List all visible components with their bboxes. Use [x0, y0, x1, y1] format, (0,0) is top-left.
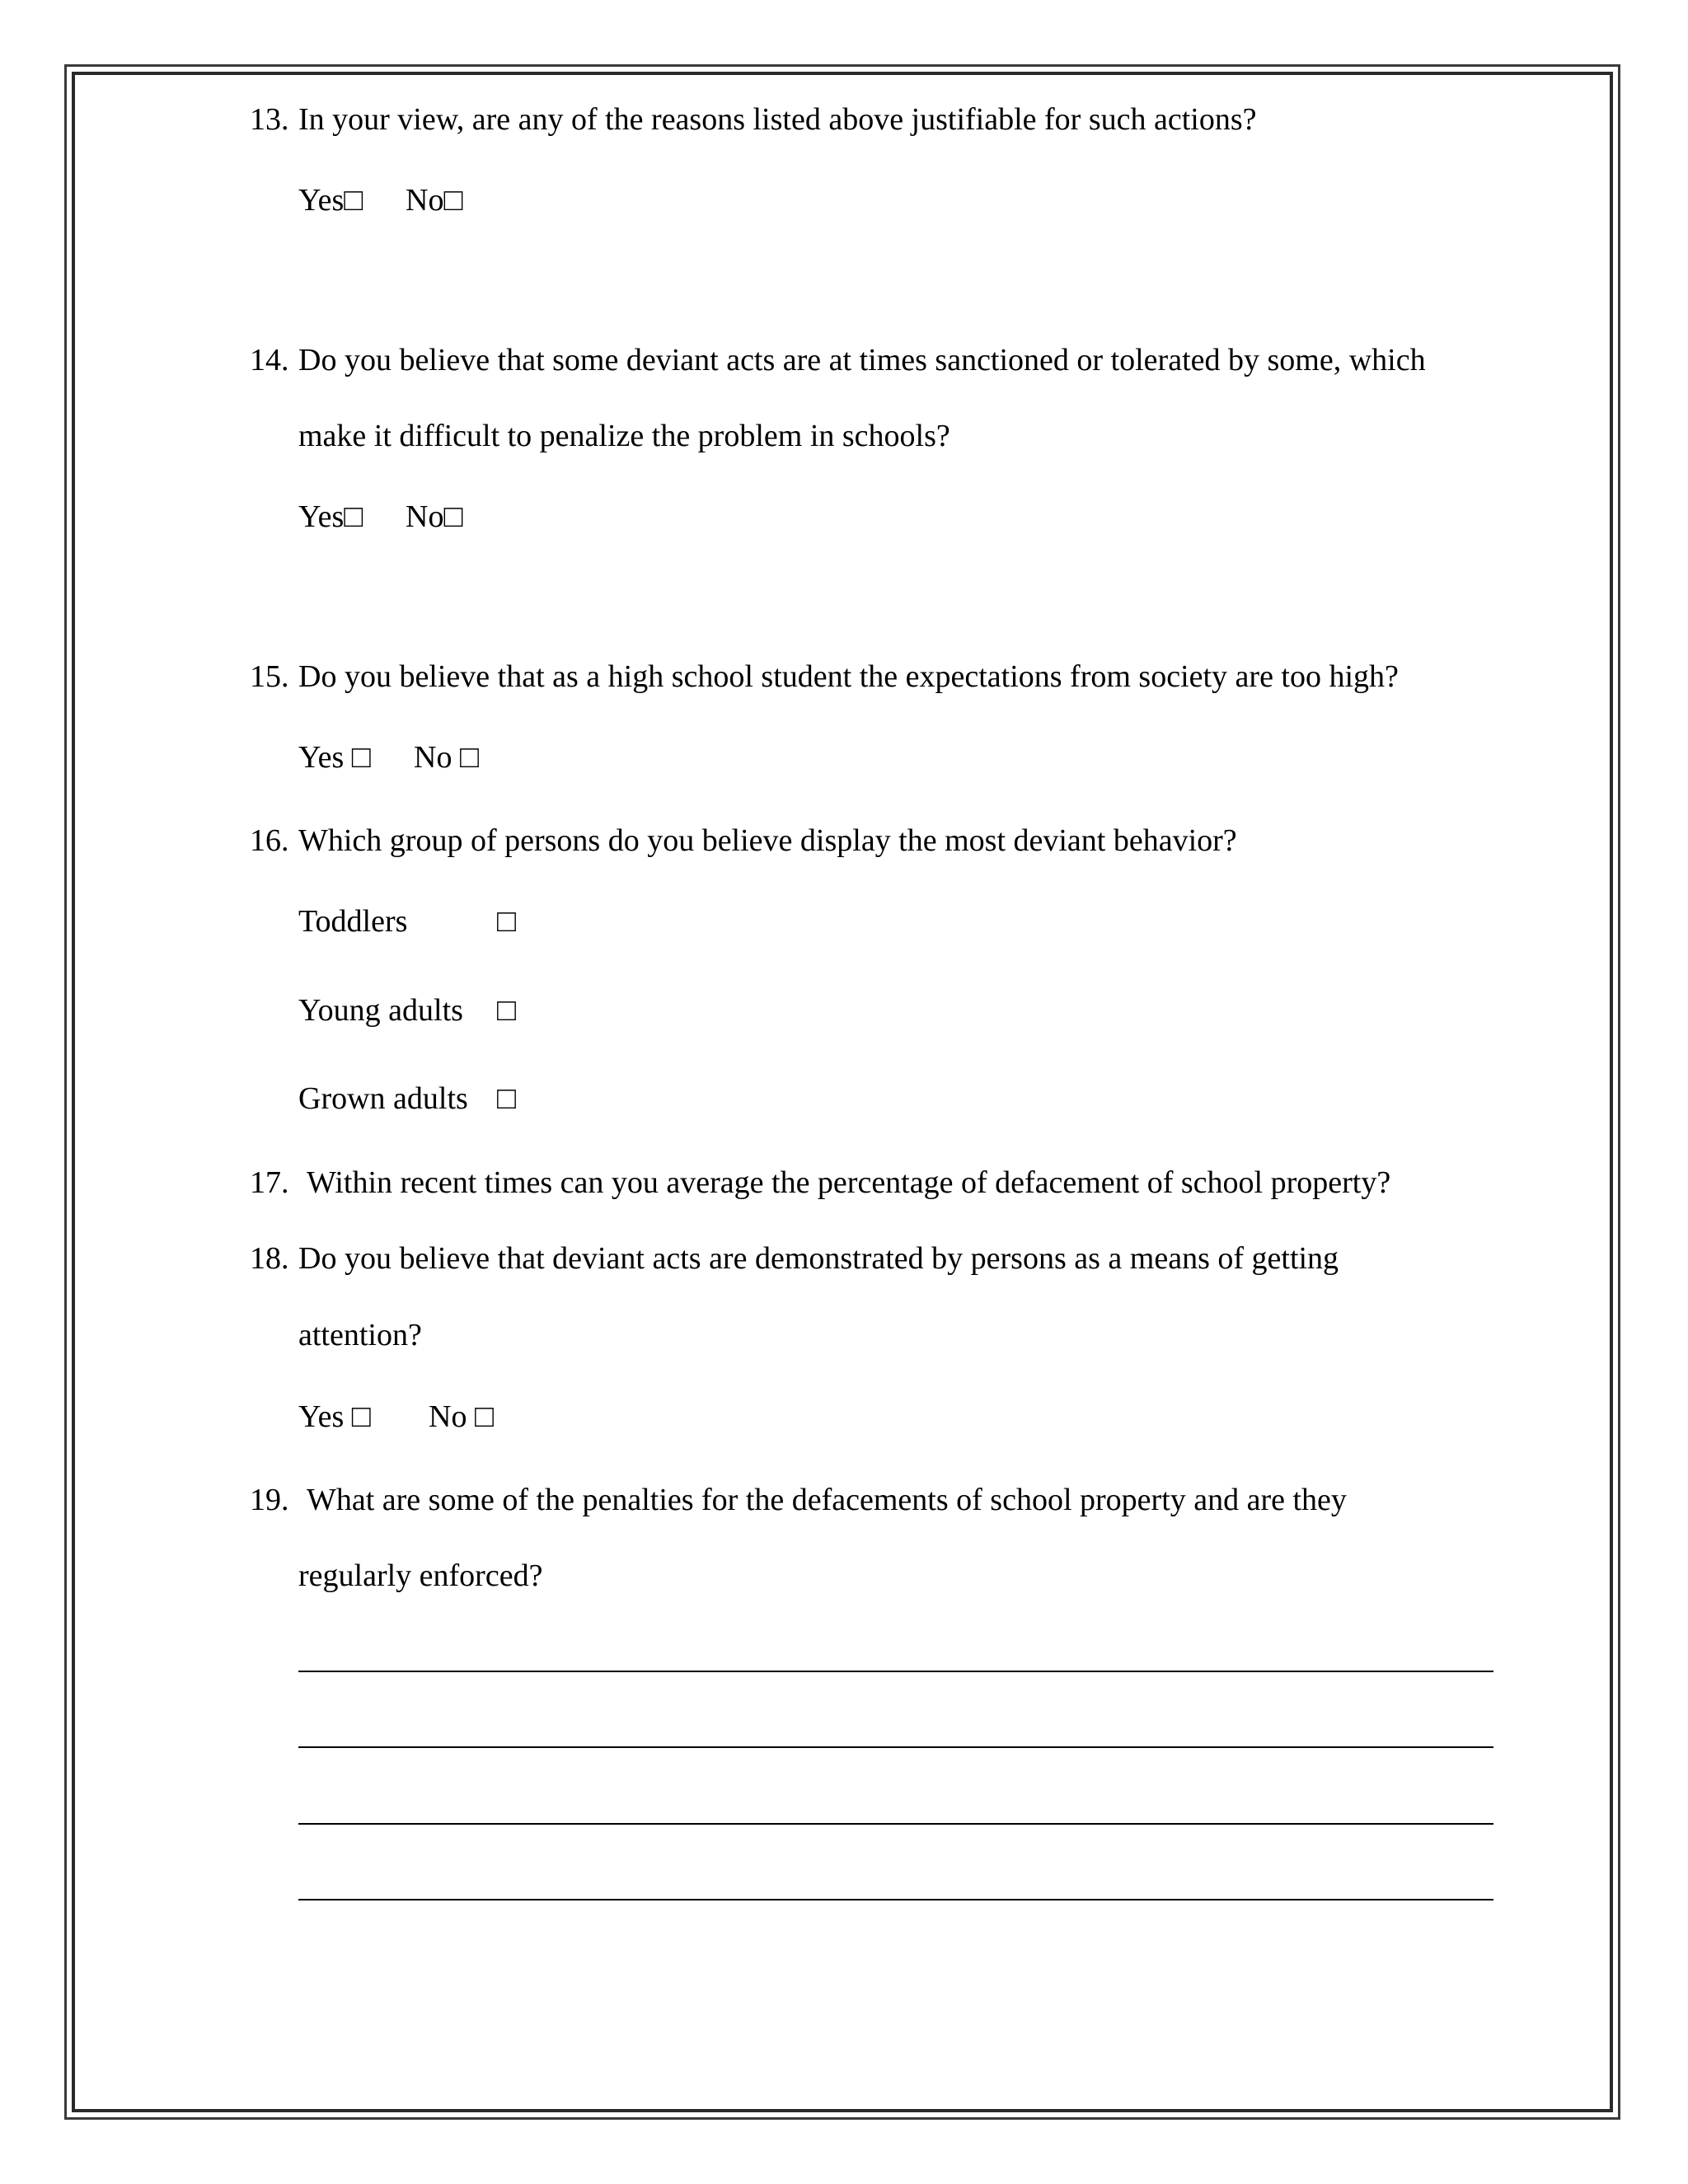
question-16-option-checkbox[interactable]: □	[497, 1081, 516, 1116]
question-16-number: 16.	[250, 823, 289, 858]
question-13-no-option[interactable]: No□	[406, 183, 463, 218]
question-16-option-label: Toddlers	[298, 904, 408, 939]
question-15-number: 15.	[250, 659, 289, 694]
question-17-number: 17.	[250, 1165, 289, 1200]
question-15-yes-option[interactable]: Yes □	[298, 740, 371, 775]
question-19-text-line-1: What are some of the penalties for the defacements of school property and are they	[307, 1483, 1347, 1517]
question-16-option-checkbox[interactable]: □	[497, 993, 516, 1028]
question-18-no-option[interactable]: No □	[429, 1399, 494, 1434]
question-19-number: 19.	[250, 1483, 289, 1517]
question-14-number: 14.	[250, 343, 289, 377]
question-18-yes-option[interactable]: Yes □	[298, 1399, 371, 1434]
question-18-text-line-1: Do you believe that deviant acts are demonstrated by persons as a means of getting	[298, 1241, 1339, 1276]
question-16-option-label: Young adults	[298, 993, 463, 1028]
question-14-no-option[interactable]: No□	[406, 499, 463, 534]
question-13-yes-option[interactable]: Yes□	[298, 183, 363, 218]
question-14-yes-option[interactable]: Yes□	[298, 499, 363, 534]
answer-line[interactable]	[298, 1899, 1493, 1900]
question-18-number: 18.	[250, 1241, 289, 1276]
answer-line[interactable]	[298, 1746, 1493, 1748]
question-13-number: 13.	[250, 102, 289, 137]
question-17-text: Within recent times can you average the percentage of defacement of school property?	[307, 1165, 1391, 1200]
question-18-text-line-2: attention?	[298, 1318, 422, 1352]
question-16-option-label: Grown adults	[298, 1081, 468, 1116]
question-16-option-checkbox[interactable]: □	[497, 904, 516, 939]
question-16-text: Which group of persons do you believe display the most deviant behavior?	[298, 823, 1237, 858]
question-15-no-option[interactable]: No □	[414, 740, 479, 775]
question-13-text: In your view, are any of the reasons listed above justifiable for such actions?	[298, 102, 1257, 137]
answer-line[interactable]	[298, 1671, 1493, 1672]
question-15-text: Do you believe that as a high school student the expectations from society are too high?	[298, 659, 1399, 694]
question-14-text-line-2: make it difficult to penalize the problem in schools?	[298, 419, 950, 453]
question-14-text-line-1: Do you believe that some deviant acts are at times sanctioned or tolerated by some, which	[298, 343, 1426, 377]
answer-line[interactable]	[298, 1823, 1493, 1825]
question-19-text-line-2: regularly enforced?	[298, 1558, 543, 1593]
